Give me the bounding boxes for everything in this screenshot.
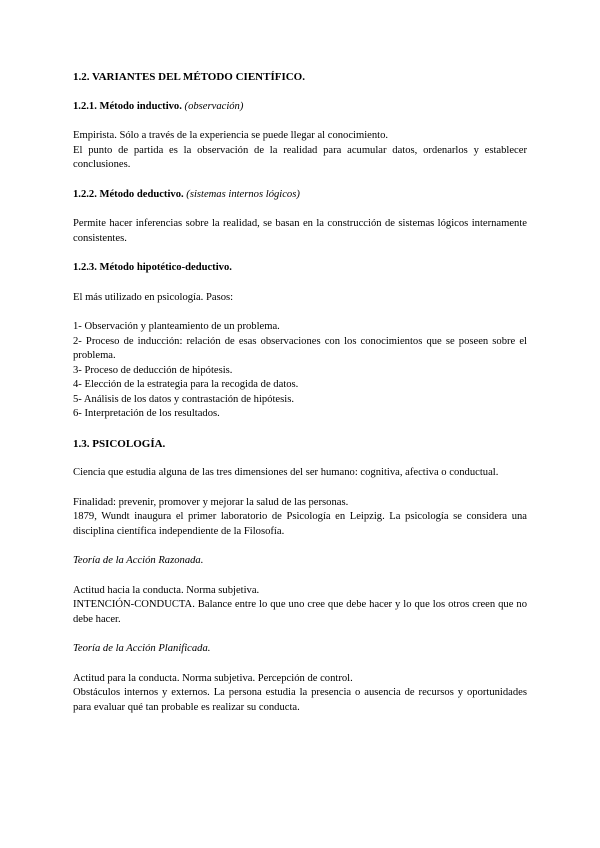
- subsection-title-deductive: [73, 188, 527, 203]
- theory-title-reasoned-action: Teoría de la Acción Razonada.: [73, 555, 204, 566]
- step-item: 1- Observación y planteamiento de un problema.: [73, 321, 280, 332]
- step-item: 5- Análisis de los datos y contrastación de hipótesis.: [73, 393, 294, 405]
- section-title-psychology: 1.3. PSICOLOGÍA.: [73, 437, 166, 450]
- subsection-title-inductive: [73, 100, 527, 115]
- inductive-title: 1.2.1. Método inductivo.: [73, 100, 182, 112]
- step-item: 4- Elección de la estrategia para la recogida de datos.: [73, 379, 299, 390]
- planned-action-line-1: Actitud para la conducta. Norma subjetiva. Percepción de control.: [73, 672, 353, 684]
- psychology-purpose: Finalidad: prevenir, promover y mejorar la salud de las personas.: [73, 496, 349, 508]
- hypothetico-intro: El más utilizado en psicología. Pasos:: [73, 291, 234, 303]
- section-title-variants: 1.2. VARIANTES DEL MÉTODO CIENTÍFICO.: [73, 71, 305, 83]
- deductive-note: (sistemas internos lógicos): [186, 188, 300, 200]
- inductive-line-1: Empirista. Sólo a través de la experiencia se puede llegar al conocimiento.: [73, 130, 389, 141]
- inductive-note: (observación): [184, 100, 244, 112]
- step-item: 2- Proceso de inducción: relación de esas observaciones con los conocimientos que se poseen sobre el problema.: [73, 335, 527, 361]
- deductive-text: Permite hacer inferencias sobre la realidad, se basan en la construcción de sistemas lógicos internamente consistentes.: [73, 218, 527, 244]
- deductive-title: 1.2.2. Método deductivo.: [73, 188, 184, 200]
- reasoned-action-line-2: INTENCIÓN-CONDUCTA. Balance entre lo que uno cree que debe hacer y lo que los otros creen que no debe hacer.: [73, 599, 527, 625]
- subsection-title-hypothetico: 1.2.3. Método hipotético-deductivo.: [73, 262, 232, 273]
- reasoned-action-line-1: Actitud hacia la conducta. Norma subjetiva.: [73, 584, 260, 596]
- step-item: 3- Proceso de deducción de hipótesis.: [73, 364, 233, 376]
- planned-action-line-2: Obstáculos internos y externos. La persona estudia la presencia o ausencia de recursos y oportunidades para evaluar qué tan probable es realizar su conducta.: [73, 687, 527, 713]
- steps-list: [73, 320, 527, 422]
- inductive-line-2: El punto de partida es la observación de la realidad para acumular datos, ordenarlos y establecer conclusiones.: [73, 144, 527, 170]
- document-content: [73, 70, 527, 715]
- psychology-history: 1879, Wundt inaugura el primer laboratorio de Psicología en Leipzig. La psicología se considera una disciplina científica independiente de la Filosofía.: [73, 511, 527, 537]
- theory-title-planned-action: Teoría de la Acción Planificada.: [73, 643, 211, 654]
- step-item: 6- Interpretación de los resultados.: [73, 408, 220, 419]
- psychology-definition: Ciencia que estudia alguna de las tres dimensiones del ser humano: cognitiva, afectiva o conductual.: [73, 467, 499, 478]
